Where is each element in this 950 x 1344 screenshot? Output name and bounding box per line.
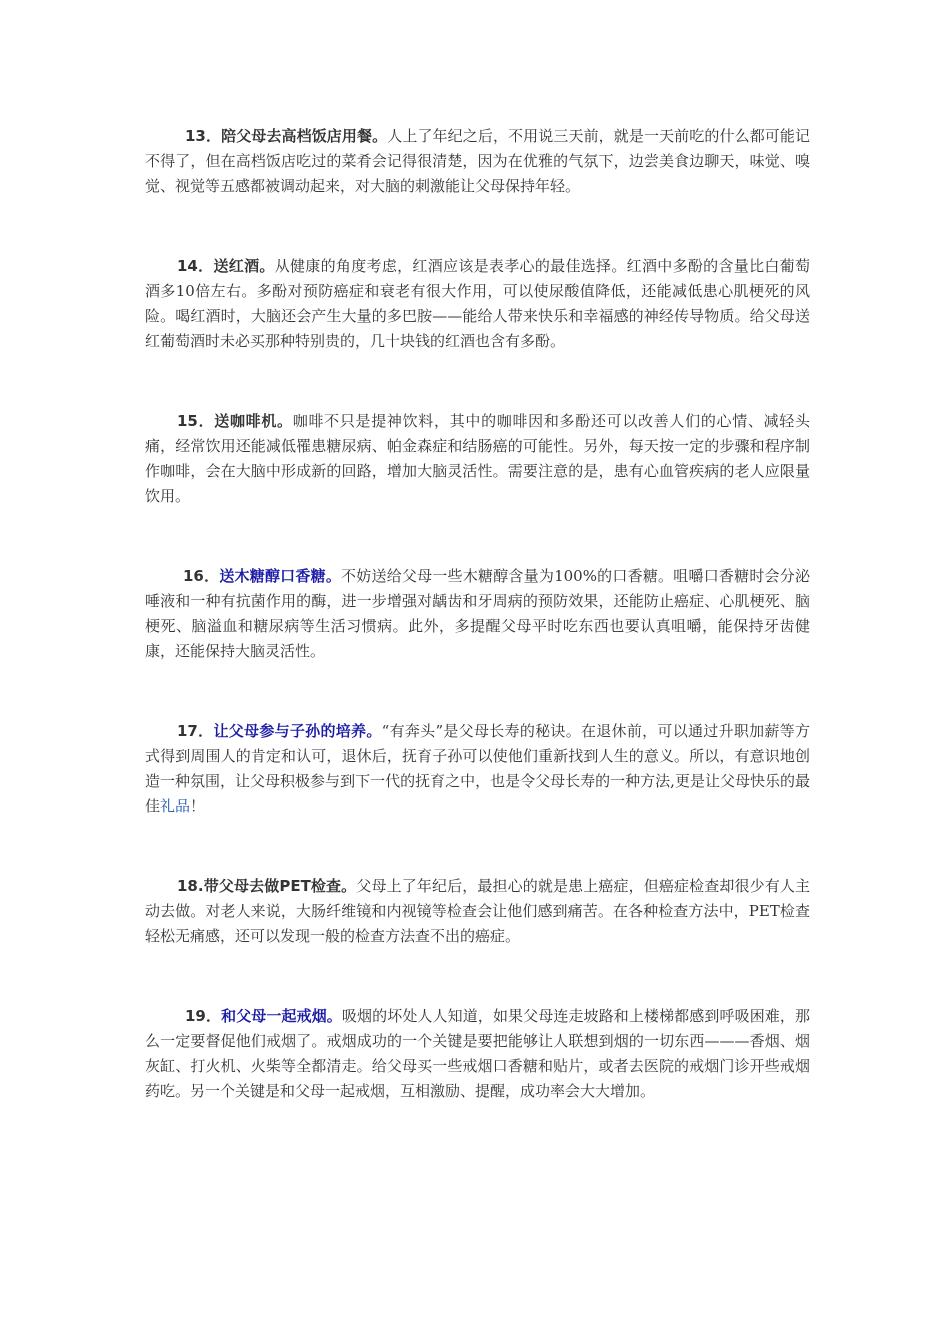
item-number: 15．: [177, 412, 215, 430]
paragraph-18: [145, 874, 810, 949]
item-number: 19．: [185, 1007, 222, 1025]
paragraph-13: [145, 124, 810, 199]
item-title-link[interactable]: 送木糖醇口香糖。: [219, 567, 342, 585]
document-page: [145, 124, 810, 1104]
paragraph-16: [145, 564, 810, 664]
item-title-link[interactable]: 让父母参与子孙的培养。: [213, 722, 382, 740]
item-body: 从健康的角度考虑，红酒应该是表孝心的最佳选择。红酒中多酚的含量比白葡萄酒多10倍左右。多酚对预防癌症和衰老有很大作用，可以使尿酸值降低，还能减低患心肌梗死的风险。喝红酒时，大脑还会产生大量的多巴胺——能给人带来快乐和幸福感的神经传导物质。给父母送红葡萄酒时未必买那种特别贵的，几十块钱的红酒也含有多酚。: [145, 257, 810, 350]
item-title: 带父母去做PET检查。: [203, 877, 357, 895]
gift-link[interactable]: 礼品: [160, 797, 191, 815]
item-number: 18.: [177, 877, 204, 895]
item-title: 送咖啡机。: [214, 412, 293, 430]
paragraph-19: [145, 1004, 810, 1104]
item-body: 不妨送给父母一些木糖醇含量为100%的口香糖。咀嚼口香糖时会分泌唾液和一种有抗菌作用的酶，进一步增强对龋齿和牙周病的预防效果，还能防止癌症、心肌梗死、脑梗死、脑溢血和糖尿病等生活习惯病。此外，多提醒父母平时吃东西也要认真咀嚼，能保持牙齿健康，还能保持大脑灵活性。: [145, 567, 810, 660]
paragraph-17: [145, 719, 810, 819]
item-title: 陪父母去高档饭店用餐。: [221, 127, 388, 145]
item-number: 14．: [177, 257, 214, 275]
item-number: 17．: [177, 722, 214, 740]
item-body: 人上了年纪之后，不用说三天前，就是一天前吃的什么都可能记不得了，但在高档饭店吃过的菜肴会记得很清楚，因为在优雅的气氛下，边尝美食边聊天，味觉、嗅觉、视觉等五感都被调动起来，对大脑的刺激能让父母保持年轻。: [145, 127, 811, 195]
item-body: 父母上了年纪后，最担心的就是患上癌症，但癌症检查却很少有人主动去做。对老人来说，大肠纤维镜和内视镜等检查会让他们感到痛苦。在各种检查方法中，PET检查轻松无痛感，还可以发现一般的检查方法查不出的癌症。: [145, 877, 810, 945]
item-number: 13．: [185, 127, 222, 145]
paragraph-14: [145, 254, 810, 354]
item-body: “有奔头”是父母长寿的秘诀。在退休前，可以通过升职加薪等方式得到周围人的肯定和认可，退休后，抚育子孙可以使他们重新找到人生的意义。所以，有意识地创造一种氛围，让父母积极参与到下一代的抚育之中，也是令父母长寿的一种方法,更是让父母快乐的最佳: [145, 722, 810, 815]
item-body-tail: ！: [190, 797, 206, 815]
paragraph-15: [145, 409, 810, 509]
item-title: 送红酒。: [213, 257, 275, 275]
item-number: 16．: [183, 567, 220, 585]
item-body: 咖啡不只是提神饮料，其中的咖啡因和多酚还可以改善人们的心情、减轻头痛，经常饮用还能减低罹患糖尿病、帕金森症和结肠癌的可能性。另外，每天按一定的步骤和程序制作咖啡，会在大脑中形成新的回路，增加大脑灵活性。需要注意的是，患有心血管疾病的老人应限量饮用。: [145, 412, 810, 505]
item-body: 吸烟的坏处人人知道，如果父母连走坡路和上楼梯都感到呼吸困难，那么一定要督促他们戒烟了。戒烟成功的一个关键是要把能够让人联想到烟的一切东西———香烟、烟灰缸、打火机、火柴等全都清走。给父母买一些戒烟口香糖和贴片，或者去医院的戒烟门诊开些戒烟药吃。另一个关键是和父母一起戒烟，互相激励、提醒，成功率会大大增加。: [145, 1007, 810, 1100]
item-title-link[interactable]: 和父母一起戒烟。: [221, 1007, 342, 1025]
